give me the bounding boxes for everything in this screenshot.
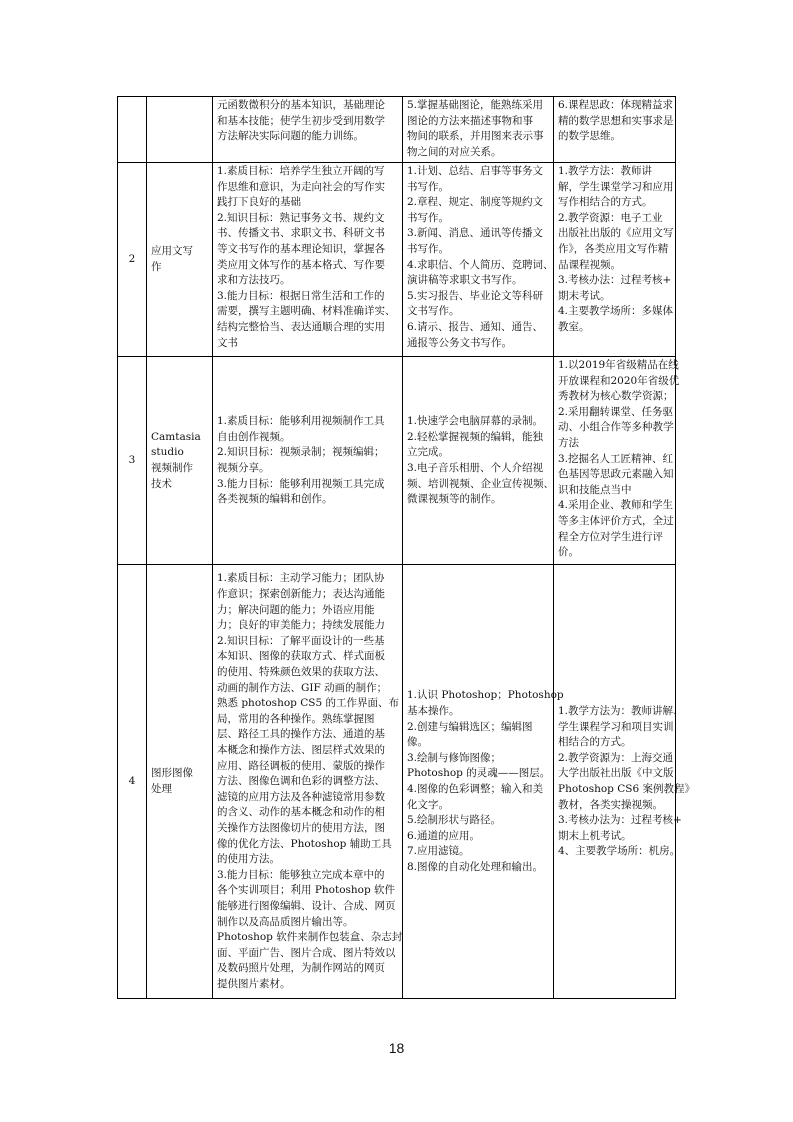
cell-line: 作》，各类应用文写作精	[558, 242, 669, 255]
cell-line: 1.快速学会电脑屏幕的录制。	[407, 415, 544, 428]
cell-line: 局，常用的各种操作。熟练掌握图	[217, 712, 375, 725]
cell-line: 需要，撰写主题明确、材料准确详实、	[217, 305, 396, 318]
cell-line: 1.以2019年省级精品在线	[558, 359, 679, 371]
course-name-cell	[147, 163, 213, 357]
table-row	[118, 97, 676, 163]
cell-line: 微课视频等的制作。	[407, 493, 502, 506]
cell-line: 作思维和意识，为走向社会的写作实	[217, 180, 385, 193]
cell-line: 的使用方法。	[217, 853, 280, 866]
cell-line: 3.电子音乐相册、个人介绍视	[407, 462, 544, 474]
requirements-cell	[554, 565, 695, 999]
cell-line: 的使用、特殊颜色效果的获取方法、	[217, 666, 385, 679]
cell-line: 2.章程、规定、制度等规约文	[407, 196, 544, 209]
cell-line: 方法	[558, 436, 579, 449]
cell-line: 7.应用滤镜。	[407, 845, 470, 858]
row-number-cell: 4	[118, 565, 147, 999]
cell-line: 视频制作	[151, 462, 193, 474]
cell-line: 各个实训项目；利用 Photoshop 软件	[217, 884, 396, 897]
objectives-cell	[213, 357, 403, 565]
cell-line: 物之间的对应关系。	[407, 145, 502, 158]
cell-line: 3.考核办法：过程考核+	[558, 274, 672, 287]
cell-line: 物间的联系，并用图来表示事	[407, 130, 544, 143]
row-number-cell: 3	[118, 357, 147, 565]
cell-line: 期末考试。	[558, 289, 611, 302]
cell-line: 大学出版社出版《中文版	[558, 767, 674, 780]
cell-line: 结构完整恰当、表达通顺合理的实用	[217, 320, 385, 333]
cell-line: 2.知识目标：了解平面设计的一些基	[217, 634, 385, 647]
cell-line: 书、传播文书、求职文书、科研文书	[217, 227, 385, 240]
cell-line: 1.素质目标：主动学习能力；团队协	[217, 572, 385, 585]
cell-line: 4、主要教学场所：机房。	[558, 845, 681, 858]
cell-line: 应用、路径调板的使用、蒙版的操作	[217, 759, 385, 772]
course-name-cell	[147, 97, 213, 163]
content-cell	[403, 565, 564, 999]
cell-line: 通报等公务文书写作。	[407, 336, 512, 349]
cell-line: 书写作。	[407, 180, 449, 193]
cell-line: 1.教学方法：教师讲	[558, 165, 653, 177]
cell-line: 写作相结合的方式。	[558, 196, 653, 209]
cell-line: 1.教学方法为：教师讲解、	[558, 705, 684, 718]
cell-line: 2.知识目标：视频录制；视频编辑；	[217, 446, 385, 459]
cell-line: 元函数微积分的基本知识，基础理论	[217, 99, 385, 111]
cell-line: 2.教学资源：电子工业	[558, 211, 663, 224]
cell-line: 2.知识目标：熟记事务文书、规约文	[217, 211, 385, 224]
cell-line: 图形图像	[151, 767, 193, 780]
cell-line: 化文字。	[407, 798, 449, 811]
cell-line: 3.能力目标：能够利用视频工具完成	[217, 477, 385, 490]
cell-line: 8.图像的自动化处理和输出。	[407, 860, 544, 873]
cell-line: 类应用文体写作的基本格式、写作要	[217, 258, 385, 271]
cell-line: 1.计划、总结、启事等事务文	[407, 165, 544, 177]
cell-line: 践打下良好的基础	[217, 196, 301, 209]
row-number-cell: 2	[118, 163, 147, 357]
cell-line: 的数学思维。	[558, 130, 621, 143]
cell-line: 能够进行图像编辑、设计、合成、网页	[217, 899, 396, 912]
cell-line: 学生课程学习和项目实训	[558, 720, 674, 733]
cell-line: 教室。	[558, 320, 590, 333]
cell-line: 各类视频的编辑和创作。	[217, 493, 333, 506]
table-row	[118, 163, 676, 357]
cell-line: 动画的制作方法、GIF 动画的制作；	[217, 681, 388, 694]
cell-line: 和基本技能；使学生初步受到用数学	[217, 114, 385, 127]
cell-line: Photoshop 的灵魂——图层。	[407, 767, 551, 780]
table-row	[118, 357, 676, 565]
cell-line: 5.绘制形状与路径。	[407, 814, 502, 827]
course-name-cell	[147, 565, 213, 999]
cell-line: 制作以及高品质图片输出等。	[217, 915, 354, 928]
objectives-cell	[213, 163, 403, 357]
cell-line: 动、小组合作等多种教学	[558, 421, 674, 434]
cell-line: 3.能力目标：能够独立完成本章中的	[217, 868, 385, 881]
cell-line: Photoshop 软件来制作包装盒、杂志封	[217, 931, 403, 944]
cell-line: 6.课程思政：体现精益求	[558, 99, 674, 111]
requirements-cell	[554, 163, 676, 357]
cell-line: 识和技能点当中	[558, 483, 632, 496]
cell-line: 6.通道的应用。	[407, 829, 481, 842]
cell-line: Photoshop CS6 案例教程》	[558, 783, 695, 795]
cell-line: 立完成。	[407, 446, 449, 459]
cell-line: 2.创建与编辑选区；编辑图	[407, 720, 533, 733]
cell-line: 像的优化方法、Photoshop 辅助工具	[217, 837, 392, 850]
cell-line: 价。	[558, 546, 579, 559]
cell-line: 及数码照片处理，为制作网站的网页	[217, 962, 385, 975]
cell-line: 层、路径工具的操作方法、通道的基	[217, 728, 385, 741]
cell-line: Camtasia	[151, 430, 201, 443]
page-number: 18	[388, 1040, 405, 1056]
cell-line: 演讲稿等求职文书写作。	[407, 274, 523, 287]
table-body	[118, 97, 695, 999]
cell-line: 熟悉 photoshop CS5 的工作界面、布	[217, 697, 399, 710]
content-cell	[403, 357, 554, 565]
cell-line: 1.素质目标：培养学生独立开阔的写	[217, 165, 385, 177]
cell-line: 品课程视频。	[558, 258, 621, 271]
cell-line: 出版社出版的《应用文写	[558, 227, 674, 240]
cell-line: 滤镜的应用方法及各种滤镜常用参数	[217, 790, 385, 803]
cell-line: 文书写作。	[407, 305, 460, 318]
cell-line: 3.新闻、消息、通讯等传播文	[407, 227, 544, 240]
cell-line: 4.图像的色彩调整；输入和美	[407, 783, 544, 795]
cell-line: 作意识；探索创新能力；表达沟通能	[217, 588, 385, 601]
cell-line: 频、培训视频、企业宣传视频、	[407, 477, 554, 490]
content-cell	[403, 163, 554, 357]
cell-line: 2.教学资源为：上海交通	[558, 751, 674, 764]
cell-line: 1.素质目标：能够利用视频制作工具	[217, 415, 385, 428]
cell-line: 3.挖掘名人工匠精神、红	[558, 452, 674, 465]
cell-line: 关操作方法图像切片的使用方法，图	[217, 821, 385, 834]
cell-line: 求和方法技巧。	[217, 274, 291, 287]
cell-line: 4.求职信、个人简历、竞聘词、	[407, 258, 554, 271]
cell-line: 3.能力目标：根据日常生活和工作的	[217, 289, 385, 302]
cell-line: 本知识、图像的获取方式、样式面板	[217, 650, 385, 663]
cell-line: 图论的方法来描述事物和事	[407, 114, 533, 127]
cell-line: 文书	[217, 336, 238, 349]
cell-line: 自由创作视频。	[217, 430, 291, 443]
cell-line: 精的数学思想和实事求是	[558, 114, 674, 127]
curriculum-table	[117, 96, 695, 999]
cell-line: 4.主要教学场所：多媒体	[558, 305, 674, 318]
cell-line: 本概念和操作方法、图层样式效果的	[217, 744, 385, 757]
cell-line: 应用文写	[151, 245, 193, 258]
cell-line: 2.轻松掌握视频的编辑，能独	[407, 430, 544, 443]
cell-line: 的含义、动作的基本概念和动作的相	[217, 806, 385, 819]
cell-line: 6.请示、报告、通知、通告、	[407, 320, 544, 333]
cell-line: 5.实习报告、毕业论文等科研	[407, 289, 544, 302]
cell-line: 作	[151, 261, 162, 273]
cell-line: 程全方位对学生进行评	[558, 530, 663, 543]
cell-line: 教材，各类实操视频。	[558, 798, 663, 811]
cell-line: 处理	[151, 783, 172, 795]
cell-line: 期末上机考试。	[558, 829, 632, 842]
cell-line: 相结合的方式。	[558, 736, 632, 749]
cell-line: 开放课程和2020年省级优	[558, 374, 680, 387]
cell-line: 方法解决实际问题的能力训练。	[217, 130, 364, 143]
cell-line: 像。	[407, 736, 428, 749]
table-row	[118, 565, 676, 999]
cell-line: 秀教材为核心数学资源；	[558, 390, 674, 403]
cell-line: studio	[151, 446, 184, 459]
cell-line: 等文书写作的基本理论知识，掌握各	[217, 242, 385, 255]
cell-line: 力；解决问题的能力；外语应用能	[217, 603, 375, 616]
cell-line: 方法、图像色调和色彩的调整方法、	[217, 775, 385, 788]
cell-line: 等多主体评价方式，全过	[558, 514, 674, 527]
cell-line: 力；良好的审美能力；持续发展能力	[217, 619, 385, 632]
objectives-cell	[213, 97, 403, 163]
cell-line: 解，学生课堂学习和应用	[558, 180, 674, 193]
cell-line: 3.绘制与修饰图像；	[407, 751, 502, 764]
cell-line: 2.采用翻转课堂、任务驱	[558, 405, 674, 418]
cell-line: 3.考核办法为：过程考核+	[558, 814, 682, 827]
row-number-cell	[118, 97, 147, 163]
course-name-cell	[147, 357, 213, 565]
cell-line: 书写作。	[407, 242, 449, 255]
cell-line: 色基因等思政元素融入知	[558, 468, 674, 481]
cell-line: 面、平面广告、图片合成、图片特效以	[217, 946, 396, 959]
cell-line: 4.采用企业、教师和学生	[558, 499, 674, 512]
cell-line: 1.认识 Photoshop；Photoshop	[407, 689, 564, 702]
cell-line: 书写作。	[407, 211, 449, 224]
requirements-cell	[554, 357, 680, 565]
cell-line: 基本操作。	[407, 705, 460, 718]
cell-line: 提供图片素材。	[217, 977, 291, 990]
content-cell	[403, 97, 554, 163]
requirements-cell	[554, 97, 676, 163]
cell-line: 视频分享。	[217, 462, 270, 474]
cell-line: 5.掌握基础图论，能熟练采用	[407, 99, 544, 111]
objectives-cell	[213, 565, 403, 999]
cell-line: 技术	[151, 477, 172, 490]
